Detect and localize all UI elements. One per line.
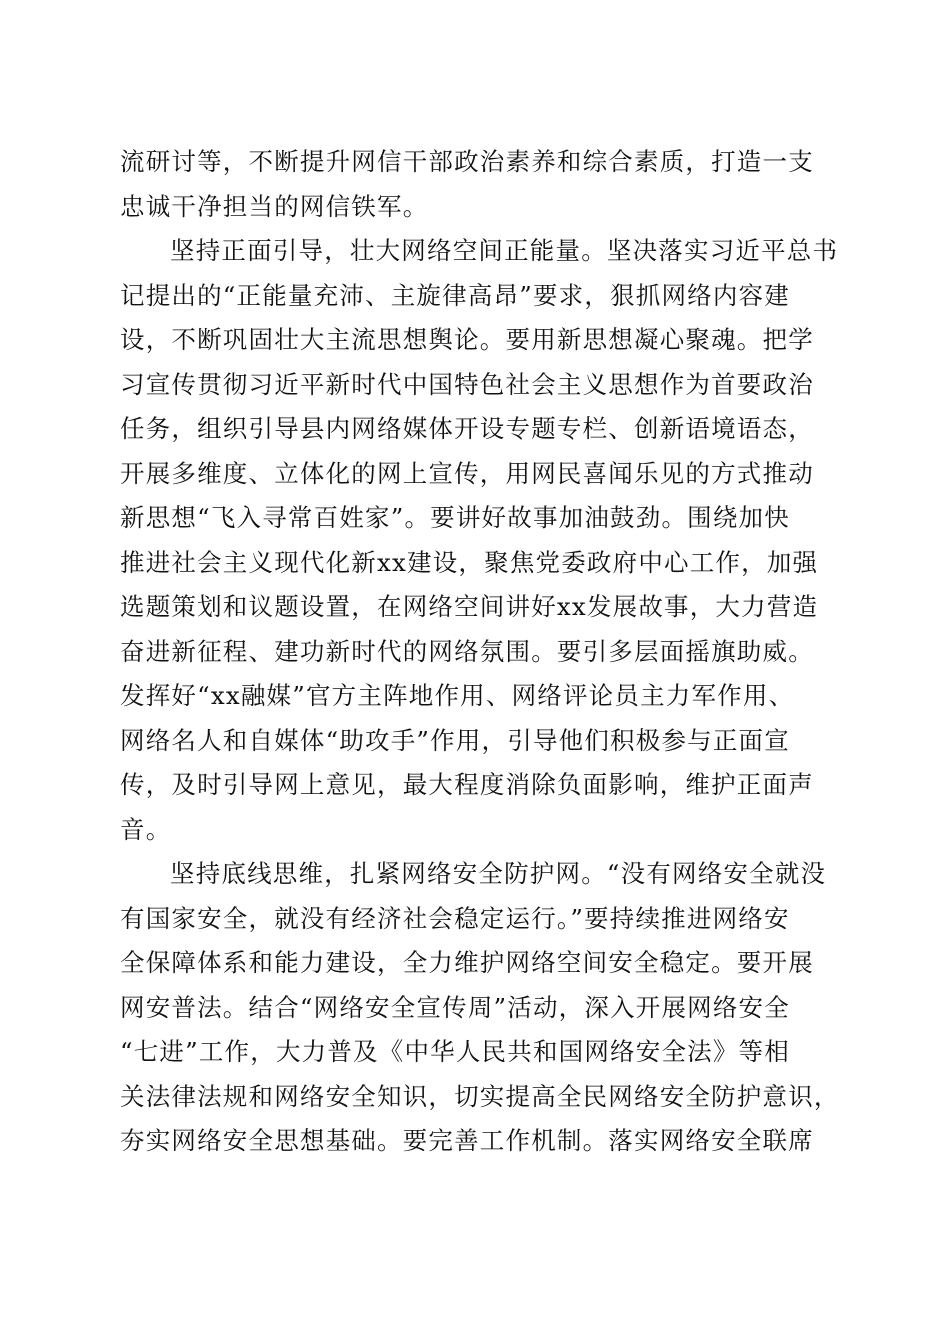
text-line: 奋进新征程、建功新时代的网络氛围。要引多层面摇旗助威。: [120, 636, 814, 666]
text-line: 有国家安全，就没有经济社会稳定运行。”要持续推进网络安: [120, 903, 790, 933]
text-line: 关法律法规和网络安全知识，切实提高全民网络安全防护意识，: [120, 1081, 840, 1111]
text-line: 流研讨等，不断提升网信干部政治素养和综合素质，打造一支: [120, 147, 814, 176]
text-line: “七进”工作，大力普及《中华人民共和国网络安全法》等相: [120, 1037, 790, 1066]
text-line: 推进社会主义现代化新xx建设，聚焦党委政府中心工作，加强: [120, 547, 819, 577]
text-line: 传，及时引导网上意见，最大程度消除负面影响，维护正面声: [120, 770, 814, 799]
text-line: 夯实网络安全思想基础。要完善工作机制。落实网络安全联席: [120, 1126, 814, 1155]
text-line: 网安普法。结合“网络安全宣传周”活动，深入开展网络安全: [120, 992, 790, 1022]
text-line: 忠诚干净担当的网信铁军。: [120, 191, 429, 221]
paragraph-continuation: [120, 140, 822, 229]
text-line: 音。: [120, 814, 172, 844]
text-line: 开展多维度、立体化的网上宣传，用网民喜闻乐见的方式推动: [120, 458, 814, 488]
text-line: 记提出的“正能量充沛、主旋律高昂”要求，狠抓网络内容建: [120, 280, 790, 310]
paragraph-positive-guidance: [120, 229, 839, 852]
text-line: 选题策划和议题设置，在网络空间讲好xx发展故事，大力营造: [120, 592, 819, 621]
text-line: 新思想“飞入寻常百姓家”。要讲好故事加油鼓劲。围绕加快: [120, 503, 790, 532]
text-line: 任务，组织引导县内网络媒体开设专题专栏、创新语境语态，: [120, 414, 814, 443]
text-line: 坚持底线思维，扎紧网络安全防护网。“没有网络安全就没: [170, 859, 827, 888]
text-line: 全保障体系和能力建设，全力维护网络空间安全稳定。要开展: [120, 948, 814, 977]
paragraph-bottom-line-thinking: [120, 852, 840, 1164]
document-body: [120, 140, 840, 1164]
text-line: 习宣传贯彻习近平新时代中国特色社会主义思想作为首要政治: [120, 369, 814, 399]
text-line: 设，不断巩固壮大主流思想舆论。要用新思想凝心聚魂。把学: [120, 325, 814, 354]
text-line: 网络名人和自媒体“助攻手”作用，引导他们积极参与正面宣: [120, 725, 790, 755]
text-line: 坚持正面引导，壮大网络空间正能量。坚决落实习近平总书: [170, 236, 839, 265]
text-line: 发挥好“xx融媒”官方主阵地作用、网络评论员主力军作用、: [120, 681, 795, 710]
